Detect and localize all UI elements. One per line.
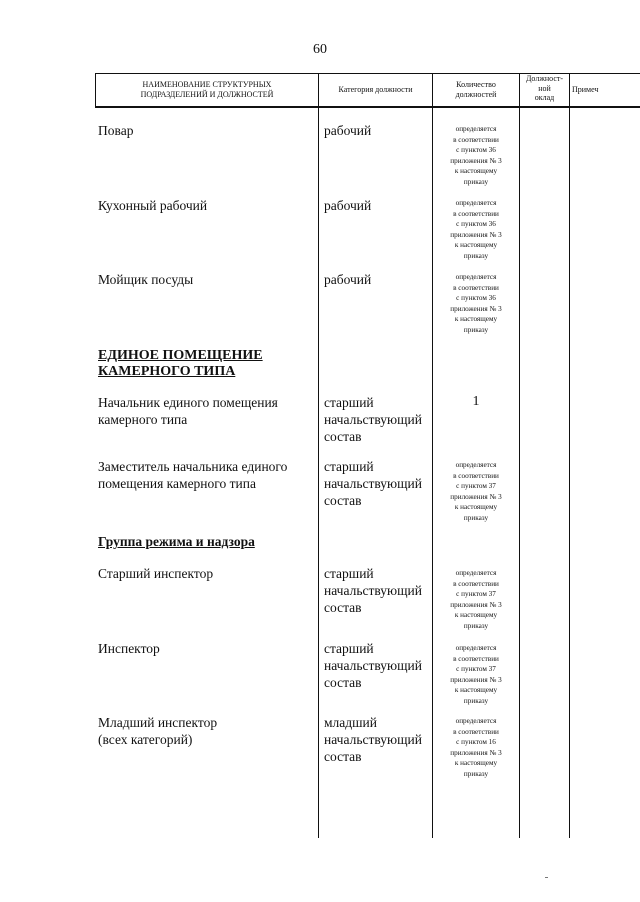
position-count-note: определяется в соответствии с пунктом 37 приложения № 3 к настоящему приказу bbox=[450, 644, 502, 705]
position-category: старший начальствующий состав bbox=[324, 641, 422, 690]
position-count-note: определяется в соответствии с пунктом 37 приложения № 3 к настоящему приказу bbox=[450, 461, 502, 522]
scan-speck bbox=[545, 877, 548, 878]
position-category: рабочий bbox=[324, 198, 372, 213]
header-count: Количество должностей bbox=[455, 80, 497, 99]
position-category: старший начальствующий состав bbox=[324, 395, 422, 444]
header-salary: Должност- ной оклад bbox=[525, 74, 564, 102]
header-notes: Примеч bbox=[572, 85, 599, 94]
position-name: Инспектор bbox=[98, 641, 160, 656]
column-divider-1 bbox=[318, 73, 319, 838]
position-count-value: 1 bbox=[472, 394, 480, 409]
position-category: старший начальствующий состав bbox=[324, 566, 422, 615]
position-name: Младший инспектор (всех категорий) bbox=[98, 715, 218, 747]
position-count-note: определяется в соответствии с пунктом 36 приложения № 3 к настоящему приказу bbox=[450, 125, 502, 186]
position-name: Заместитель начальника единого помещения камерного типа bbox=[98, 459, 288, 491]
position-count-note: определяется в соответствии с пунктом 36 приложения № 3 к настоящему приказу bbox=[450, 273, 502, 334]
page-number: 60 bbox=[313, 42, 327, 57]
position-category: рабочий bbox=[324, 272, 372, 287]
header-category: Категория должности bbox=[338, 85, 413, 94]
column-divider-4 bbox=[569, 73, 570, 838]
position-name: Повар bbox=[98, 123, 134, 138]
position-count-note: определяется в соответствии с пунктом 37 приложения № 3 к настоящему приказу bbox=[450, 569, 502, 630]
position-name: Старший инспектор bbox=[98, 566, 214, 581]
position-name: Мойщик посуды bbox=[98, 272, 194, 287]
header-structure-names: НАИМЕНОВАНИЕ СТРУКТУРНЫХ ПОДРАЗДЕЛЕНИЙ И ДОЛЖНОСТЕЙ bbox=[140, 80, 274, 99]
position-category: рабочий bbox=[324, 123, 372, 138]
position-count-note: определяется в соответствии с пунктом 16 приложения № 3 к настоящему приказу bbox=[450, 717, 502, 778]
position-name: Кухонный рабочий bbox=[98, 198, 208, 213]
position-name: Начальник единого помещения камерного типа bbox=[98, 395, 278, 427]
section-heading: ЕДИНОЕ ПОМЕЩЕНИЕ КАМЕРНОГО ТИПА bbox=[98, 348, 263, 379]
position-category: младший начальствующий состав bbox=[324, 715, 422, 764]
position-category: старший начальствующий состав bbox=[324, 459, 422, 508]
section-heading: Группа режима и надзора bbox=[98, 534, 255, 549]
position-count-note: определяется в соответствии с пунктом 36 приложения № 3 к настоящему приказу bbox=[450, 199, 502, 260]
header-bottom-border bbox=[95, 106, 640, 108]
column-divider-3 bbox=[519, 73, 520, 838]
